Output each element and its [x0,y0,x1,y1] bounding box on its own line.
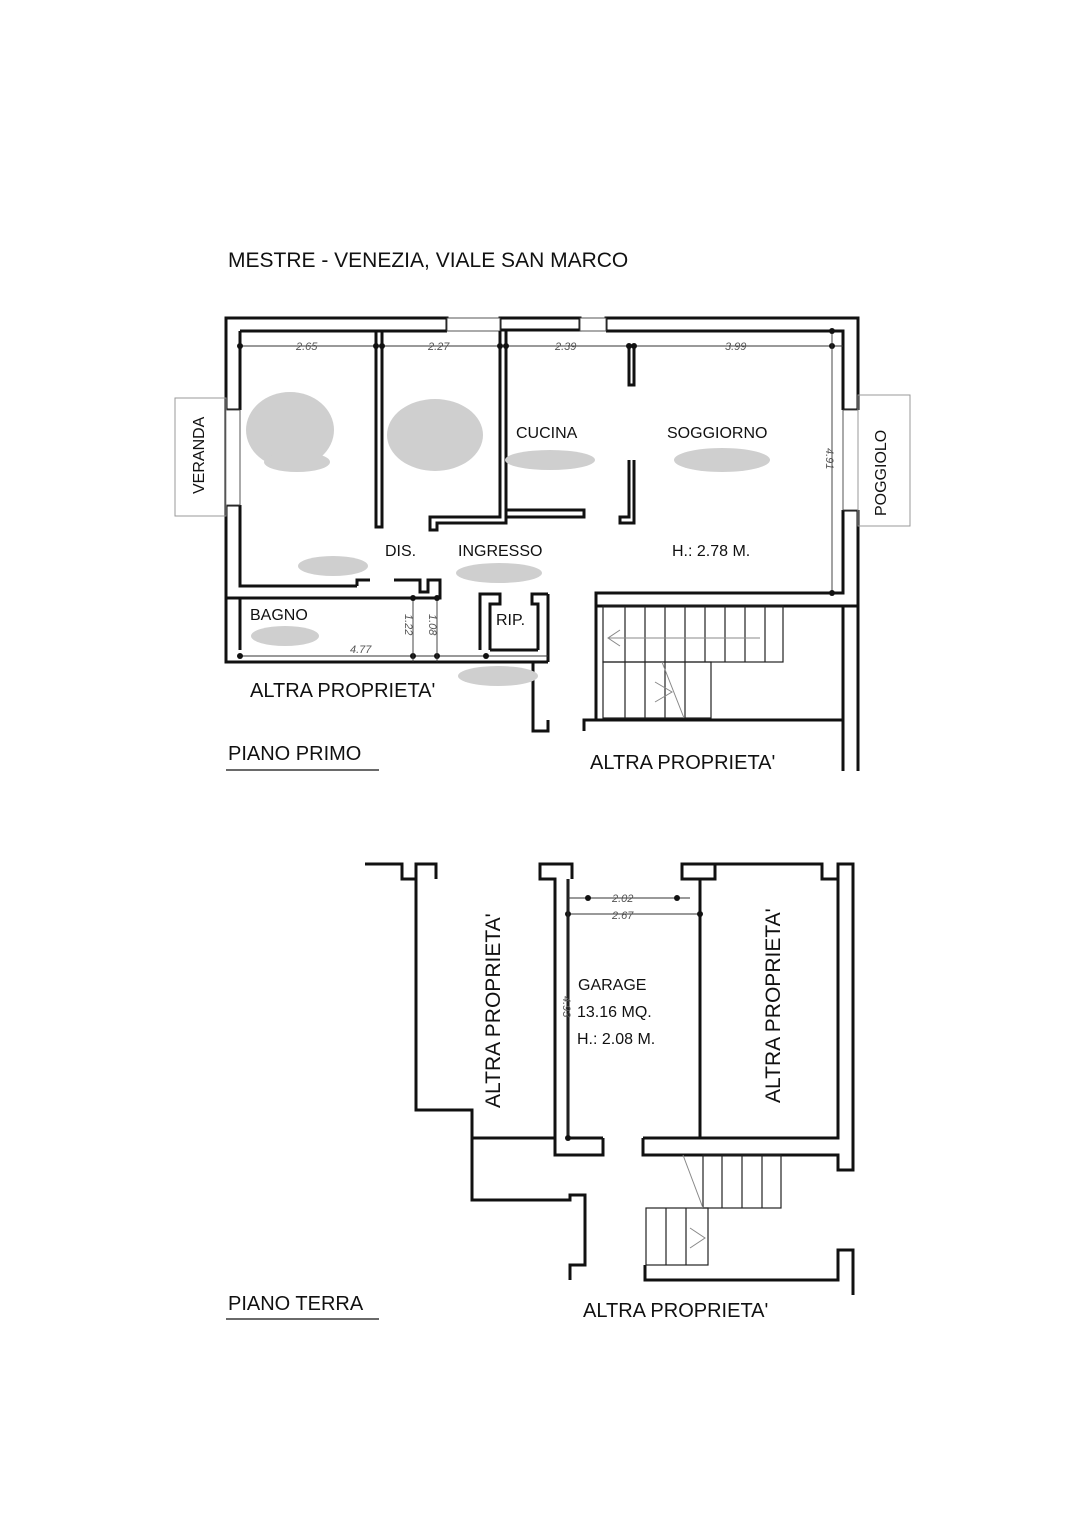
first-floor-dimensions [237,328,843,662]
dim-1-08: 1.08 [426,614,438,636]
first-floor-plan [175,318,910,774]
dim-2-67: 2.67 [612,910,634,922]
dim-2-39: 2.39 [555,341,577,353]
dim-1-22: 1.22 [402,614,414,636]
dim-4-93: 4.93 [560,996,572,1018]
dim-2-27: 2.27 [428,341,450,353]
label-altra-proprieta-garage-right: ALTRA PROPRIETA' [762,908,785,1103]
label-altra-proprieta-garage-left: ALTRA PROPRIETA' [482,913,505,1108]
garage-area: 13.16 MQ. [577,1004,652,1021]
floor-name-piano-terra: PIANO TERRA [228,1293,364,1315]
height-label-ground-floor: H.: 2.08 M. [577,1031,656,1048]
label-altra-proprieta-left: ALTRA PROPRIETA' [250,680,436,702]
dim-3-99: 3.99 [725,341,747,353]
plan-title: MESTRE - VENEZIA, VIALE SAN MARCO [228,249,629,272]
label-poggiolo: POGGIOLO [873,429,890,516]
label-altra-proprieta-right: ALTRA PROPRIETA' [590,752,776,774]
label-altra-proprieta-bottom: ALTRA PROPRIETA' [583,1300,769,1322]
room-label-dis: DIS. [385,543,417,560]
floor-name-piano-primo: PIANO PRIMO [228,743,362,765]
room-label-soggiorno: SOGGIORNO [667,425,768,442]
ground-floor-stairs [646,1155,781,1265]
room-label-rip: RIP. [496,612,526,629]
dim-4-77: 4.77 [350,644,372,656]
ground-floor-plan [226,864,853,1322]
dim-4-91: 4.91 [823,448,835,470]
label-veranda: VERANDA [191,416,208,494]
room-label-ingresso: INGRESSO [458,543,543,560]
room-label-cucina: CUCINA [516,425,578,442]
room-label-bagno: BAGNO [250,607,308,624]
room-label-garage: GARAGE [578,977,647,994]
height-label-first-floor: H.: 2.78 M. [672,543,751,560]
dim-2-02: 2.02 [612,893,634,905]
first-floor-stairs [603,606,783,718]
dim-2-65: 2.65 [296,341,318,353]
